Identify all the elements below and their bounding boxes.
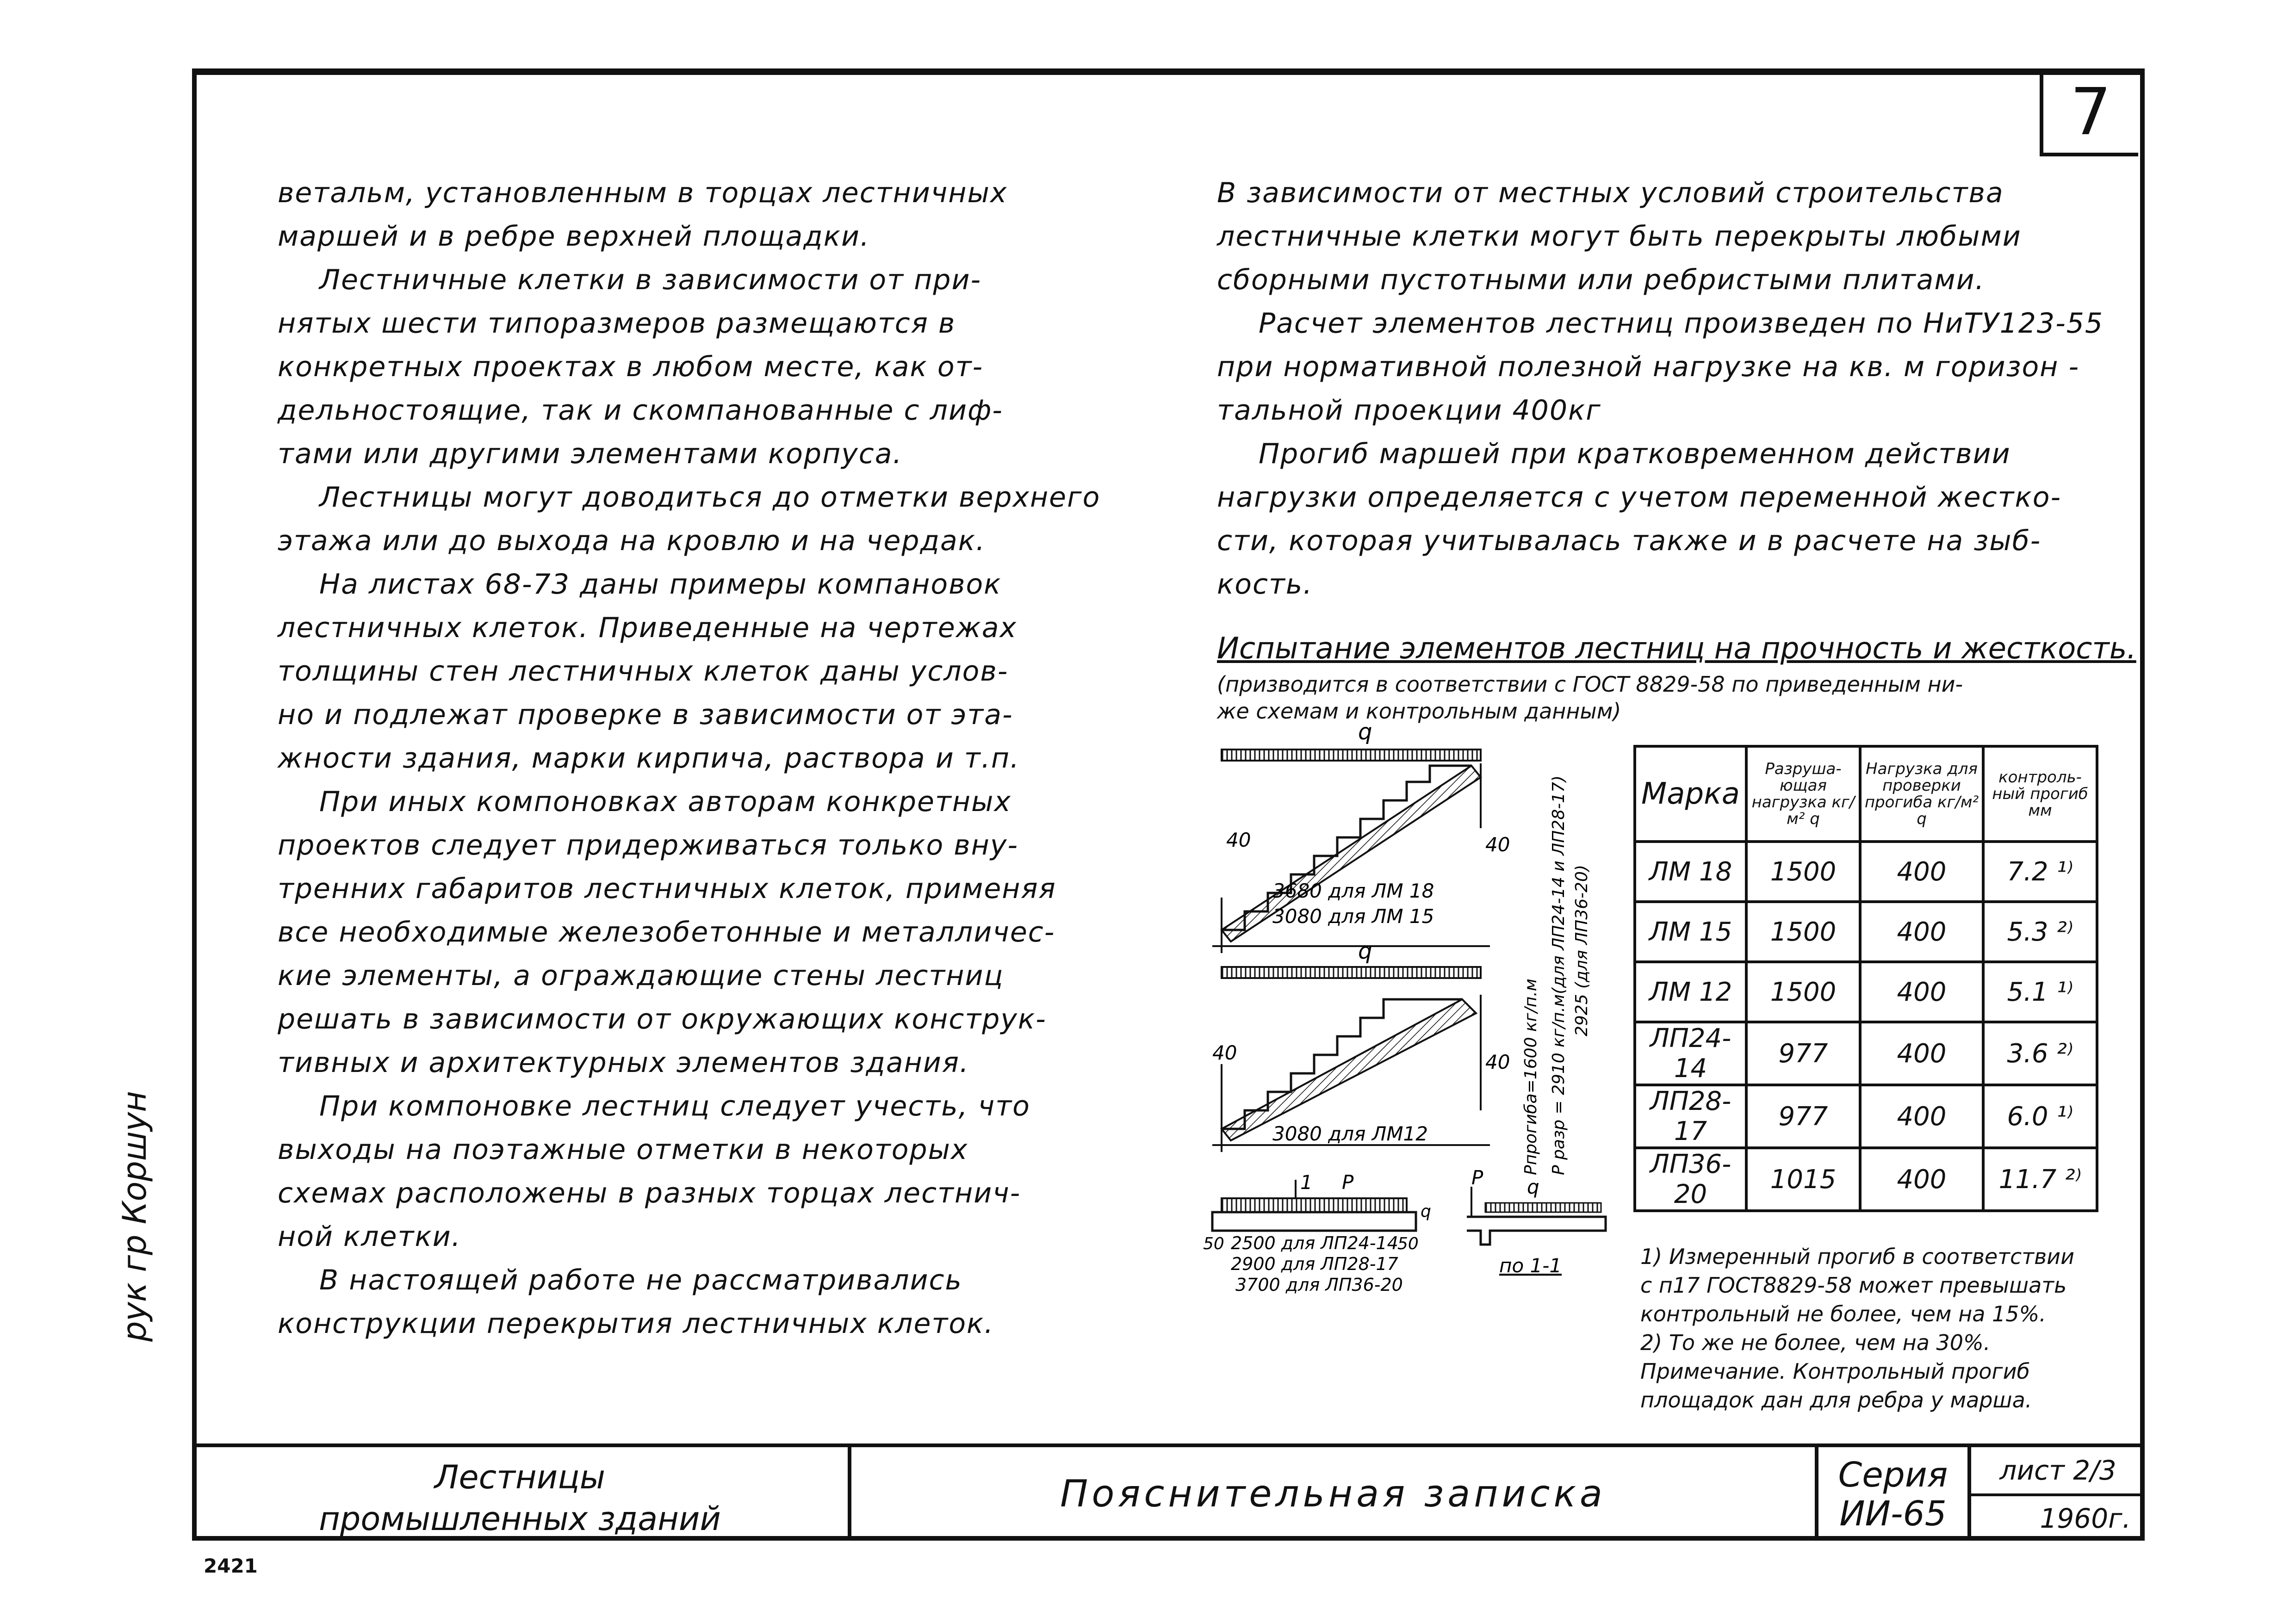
span-label-lp28: 2900 для ЛП28-17 xyxy=(1231,1254,1398,1274)
table-cell: 7.2 ¹⁾ xyxy=(1983,842,2097,902)
series-value: ИИ-65 xyxy=(1839,1494,1947,1534)
left-text-line: ной клетки. xyxy=(278,1220,461,1253)
table-header-mark: Марка xyxy=(1635,746,1746,842)
table-cell: 1500 xyxy=(1746,902,1860,962)
span-label-lm12: 3080 для ЛМ12 xyxy=(1272,1122,1428,1145)
right-text-line: В зависимости от местных условий строительства xyxy=(1217,177,2004,209)
left-text-line: Лестницы могут доводиться до отметки верхнего xyxy=(319,481,1101,514)
left-text-line: толщины стен лестничных клеток даны услов- xyxy=(278,655,1009,688)
right-text-line: нагрузки определяется с учетом переменной жестко- xyxy=(1217,481,2062,514)
table-header-deflection: контроль-ный прогиб мм xyxy=(1983,746,2097,842)
load-note-failure: Р разр = 2910 кг/п.м(для ЛП24-14 и ЛП28-17) xyxy=(1549,775,1568,1175)
right-text-line: Прогиб маршей при кратковременном действии xyxy=(1259,438,2011,470)
table-cell: 5.1 ¹⁾ xyxy=(1983,962,2097,1022)
title-block-name xyxy=(192,1447,851,1541)
load-note-deflection: Рпрогиба=1600 кг/п.м xyxy=(1521,979,1540,1175)
left-text-column xyxy=(278,171,1100,1345)
span-label-lm18: 3680 для ЛМ 18 xyxy=(1272,880,1434,902)
load-note-failure-lp36: 2925 (для ЛП36-20) xyxy=(1572,865,1591,1036)
left-text-line: конкретных проектах в любом месте, как от- xyxy=(278,351,984,383)
load-q-label-3: q xyxy=(1421,1202,1431,1221)
left-text-line: тивных и архитектурных элементов здания. xyxy=(278,1047,969,1079)
test-section-subtitle: (призводится в соответствии с ГОСТ 8829-58 по приведенным ни- же схемам и контрольным данным) xyxy=(1217,672,1963,724)
table-row xyxy=(1635,962,2097,1022)
table-cell: 11.7 ²⁾ xyxy=(1983,1148,2097,1211)
table-cell: 400 xyxy=(1860,842,1983,902)
table-row xyxy=(1635,902,2097,962)
table-cell: 5.3 ²⁾ xyxy=(1983,902,2097,962)
table-cell: ЛМ 15 xyxy=(1635,902,1746,962)
dim-40-left-2: 40 xyxy=(1212,1041,1237,1064)
table-cell: ЛП24-14 xyxy=(1635,1022,1746,1085)
table-row xyxy=(1635,1085,2097,1148)
table-header-test-load: Нагрузка для проверки прогиба кг/м² q xyxy=(1860,746,1983,842)
section-mark-1: 1 xyxy=(1300,1171,1313,1194)
table-cell: 3.6 ²⁾ xyxy=(1983,1022,2097,1085)
dim-40-left-1: 40 xyxy=(1226,829,1251,851)
load-q-label-1: q xyxy=(1358,719,1372,745)
table-cell: 1500 xyxy=(1746,842,1860,902)
table-row xyxy=(1635,1148,2097,1211)
dim-50-right: 50 xyxy=(1397,1234,1419,1253)
title-block-sheet xyxy=(1971,1447,2145,1541)
table-header-row xyxy=(1635,746,2097,842)
left-text-line: При иных компоновках авторам конкретных xyxy=(319,786,1011,818)
table-cell: 400 xyxy=(1860,1085,1983,1148)
title-name-line2: промышленных зданий xyxy=(319,1500,721,1538)
margin-signature-note: рук гр Коршун xyxy=(116,1090,154,1342)
left-text-line: все необходимые железобетонные и металличес- xyxy=(278,916,1055,948)
dim-50-left: 50 xyxy=(1203,1234,1224,1253)
table-cell: 400 xyxy=(1860,902,1983,962)
right-text-line: сборными пустотными или ребристыми плитами. xyxy=(1217,264,1985,296)
series-label: Серия xyxy=(1838,1455,1948,1495)
table-cell: 400 xyxy=(1860,962,1983,1022)
test-data-table xyxy=(1633,745,2098,1212)
table-cell: 400 xyxy=(1860,1022,1983,1085)
load-q-label-4: q xyxy=(1527,1176,1539,1198)
loading-schemes-diagram xyxy=(1203,712,1620,1295)
left-text-line: выходы на поэтажные отметки в некоторых xyxy=(278,1134,968,1166)
left-text-line: жности здания, марки кирпича, раствора и т.п. xyxy=(278,742,1020,774)
right-text-line: тальной проекции 400кг xyxy=(1217,394,1601,427)
left-text-line: маршей и в ребре верхней площадки. xyxy=(278,220,870,253)
table-cell: 6.0 ¹⁾ xyxy=(1983,1085,2097,1148)
title-block-document: Пояснительная записка xyxy=(851,1447,1818,1541)
span-label-lp36: 3700 для ЛП36-20 xyxy=(1235,1275,1403,1295)
left-text-line: конструкции перекрытия лестничных клеток. xyxy=(278,1307,994,1340)
right-text-line: при нормативной полезной нагрузке на кв. м горизон - xyxy=(1217,351,2080,383)
table-cell: 1015 xyxy=(1746,1148,1860,1211)
load-q-label-2: q xyxy=(1358,938,1372,964)
table-row xyxy=(1635,1022,2097,1085)
load-p-label-2: P xyxy=(1471,1166,1483,1189)
right-text-line: кость. xyxy=(1217,568,1313,601)
table-row xyxy=(1635,842,2097,902)
year-label: 1960г. xyxy=(2040,1503,2131,1534)
table-cell: 977 xyxy=(1746,1085,1860,1148)
dim-40-right-1: 40 xyxy=(1485,833,1510,856)
table-cell: 977 xyxy=(1746,1022,1860,1085)
vertical-load-notes xyxy=(1521,775,1591,1175)
title-block xyxy=(192,1443,2145,1541)
table-cell: ЛМ 12 xyxy=(1635,962,1746,1022)
sheet-label: лист 2/3 xyxy=(1971,1447,2145,1496)
scheme-stair-short xyxy=(1212,938,1510,1152)
title-block-series xyxy=(1818,1447,1971,1541)
span-label-lp24: 2500 для ЛП24-14 xyxy=(1231,1233,1398,1253)
left-text-line: кие элементы, а ограждающие стены лестниц xyxy=(278,960,1004,992)
scheme-stair-long xyxy=(1212,719,1510,953)
right-text-line: Расчет элементов лестниц произведен по НиТУ123-55 xyxy=(1259,307,2104,340)
left-text-line: дельностоящие, так и скомпанованные с лиф- xyxy=(278,394,1003,427)
test-section-title: Испытание элементов лестниц на прочность и жесткость. xyxy=(1217,632,2136,666)
left-text-line: этажа или до выхода на кровлю и на чердак. xyxy=(278,525,986,557)
load-p-label-1: P xyxy=(1342,1171,1354,1194)
scheme-platform xyxy=(1203,1166,1606,1295)
left-text-line: нятых шести типоразмеров размещаются в xyxy=(278,307,956,340)
table-header-failure-load: Разруша-ющая нагрузка кг/м² q xyxy=(1746,746,1860,842)
table-cell: ЛП36-20 xyxy=(1635,1148,1746,1211)
dim-40-right-2: 40 xyxy=(1485,1051,1510,1073)
left-text-line: схемах расположены в разных торцах лестнич- xyxy=(278,1177,1021,1209)
table-cell: 400 xyxy=(1860,1148,1983,1211)
table-cell: 1500 xyxy=(1746,962,1860,1022)
left-text-line: тренних габаритов лестничных клеток, применяя xyxy=(278,873,1056,905)
right-text-line: сти, которая учитывалась также и в расчете на зыб- xyxy=(1217,525,2042,557)
right-text-line: лестничные клетки могут быть перекрыты любыми xyxy=(1217,220,2022,253)
table-cell: ЛМ 18 xyxy=(1635,842,1746,902)
title-name-line1: Лестницы xyxy=(434,1458,606,1496)
left-text-line: решать в зависимости от окружающих конструк- xyxy=(278,1003,1047,1035)
span-label-lm15: 3080 для ЛМ 15 xyxy=(1272,905,1434,928)
left-text-line: ветальм, установленным в торцах лестничных xyxy=(278,177,1008,209)
left-text-line: проектов следует придерживаться только вну- xyxy=(278,829,1019,861)
left-text-line: но и подлежат проверке в зависимости от эта- xyxy=(278,699,1013,731)
section-label: по 1-1 xyxy=(1499,1254,1562,1277)
table-cell: ЛП28-17 xyxy=(1635,1085,1746,1148)
left-text-line: тами или другими элементами корпуса. xyxy=(278,438,903,470)
left-text-line: Лестничные клетки в зависимости от при- xyxy=(319,264,982,296)
table-notes: 1) Измеренный прогиб в соответствии с п17 ГОСТ8829-58 может превышать контрольный не более, чем на 15%. 2) То же не более, чем на 30%. Примечание. Контрольный прогиб площадок дан для ребра у марша. xyxy=(1640,1244,2074,1412)
left-text-line: При компоновке лестниц следует учесть, что xyxy=(319,1090,1030,1122)
left-text-line: На листах 68-73 даны примеры компановок xyxy=(319,568,1002,601)
archive-number: 2421 xyxy=(204,1555,258,1577)
sheet-number: 7 xyxy=(2040,72,2138,156)
left-text-line: лестничных клеток. Приведенные на чертежах xyxy=(278,612,1018,644)
right-text-column xyxy=(1217,171,2104,606)
left-text-line: В настоящей работе не рассматривались xyxy=(319,1264,962,1296)
